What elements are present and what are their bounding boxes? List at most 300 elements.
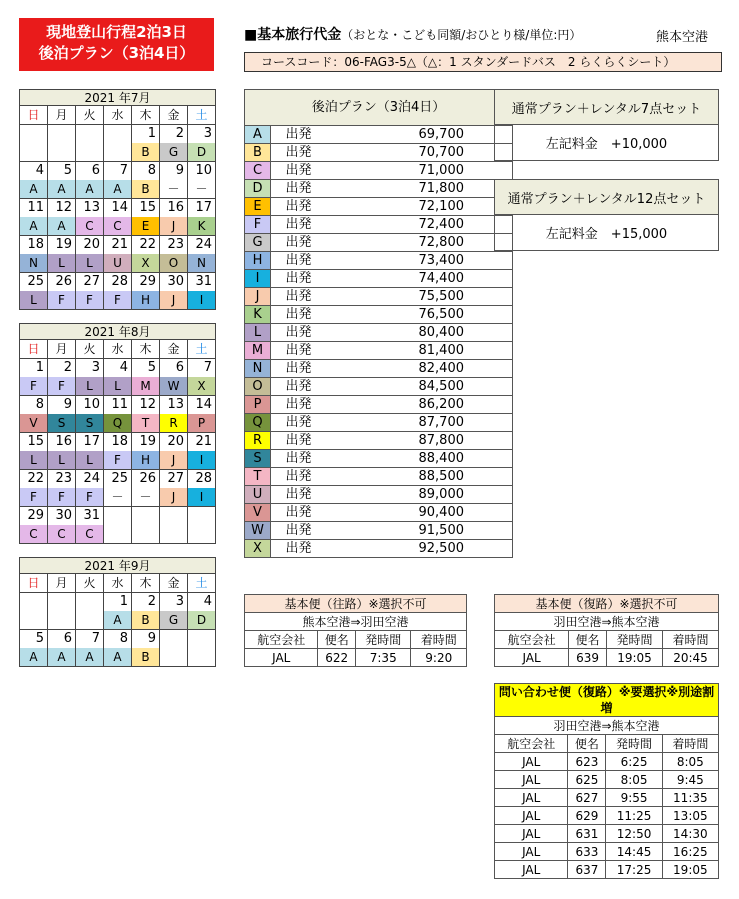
price-code: I xyxy=(245,270,271,288)
weekday-header: 金 xyxy=(160,106,188,125)
flight-cell: 639 xyxy=(569,649,607,667)
flight-column-header: 航空会社 xyxy=(245,631,318,649)
calendar-day: 1 xyxy=(104,593,132,612)
calendar-day-price-code: J xyxy=(160,217,188,236)
calendar-day-price-code: F xyxy=(48,291,76,310)
price-row xyxy=(245,468,513,486)
calendar-day xyxy=(48,593,76,612)
calendar-day-price-code: I xyxy=(188,488,216,507)
calendar-day: 26 xyxy=(132,470,160,489)
rental-option-title: 通常プラン＋レンタル7点セット xyxy=(495,90,719,125)
price-label: 出発 xyxy=(271,234,327,252)
calendar-day-price-code: U xyxy=(104,254,132,273)
calendar-day: 9 xyxy=(132,630,160,649)
calendar-day: 17 xyxy=(76,433,104,452)
price-code: N xyxy=(245,360,271,378)
flight-route: 羽田空港⇒熊本空港 xyxy=(495,613,719,631)
price-label: 出発 xyxy=(271,198,327,216)
weekday-header: 月 xyxy=(48,340,76,359)
flight-row xyxy=(495,789,719,807)
flight-cell: 12:50 xyxy=(606,825,662,843)
calendar-day xyxy=(160,507,188,526)
flight-table-title: 問い合わせ便（復路）※要選択※別途割増 xyxy=(495,684,719,717)
flight-cell: 11:25 xyxy=(606,807,662,825)
flight-column-header: 便名 xyxy=(318,631,356,649)
calendar-month-title: 2021 年7月 xyxy=(20,90,216,106)
price-row xyxy=(245,378,513,396)
calendar-day-price-code: F xyxy=(104,291,132,310)
price-code: L xyxy=(245,324,271,342)
flight-cell: 14:30 xyxy=(662,825,718,843)
rental-option-value: 左記料金 +10,000 xyxy=(495,125,719,161)
calendar-day-price-code: D xyxy=(188,143,216,162)
price-label: 出発 xyxy=(271,414,327,432)
flight-cell: 6:25 xyxy=(606,753,662,771)
price-label: 出発 xyxy=(271,144,327,162)
calendar-day: 6 xyxy=(48,630,76,649)
price-value: 76,500 xyxy=(326,306,513,324)
rental-option-12 xyxy=(494,179,719,251)
weekday-header: 木 xyxy=(132,106,160,125)
calendar-day-price-code: J xyxy=(160,488,188,507)
calendar-day: 8 xyxy=(20,396,48,415)
calendar-day-price-code: S xyxy=(48,414,76,433)
price-code: H xyxy=(245,252,271,270)
price-value: 89,000 xyxy=(326,486,513,504)
calendar-day: 30 xyxy=(48,507,76,526)
calendar-day-price-code: A xyxy=(104,180,132,199)
calendar-day: 25 xyxy=(20,273,48,292)
calendar-day: 2 xyxy=(160,125,188,144)
calendar-day: 10 xyxy=(188,162,216,181)
calendar-day xyxy=(48,125,76,144)
flight-cell: JAL xyxy=(495,789,568,807)
flight-column-header: 発時間 xyxy=(355,631,411,649)
weekday-header: 月 xyxy=(48,574,76,593)
weekday-header: 火 xyxy=(76,340,104,359)
price-row xyxy=(245,504,513,522)
calendar-day-price-code: O xyxy=(160,254,188,273)
calendar-day-price-code: L xyxy=(104,377,132,396)
rental-option-7 xyxy=(494,89,719,161)
price-heading-label: ■基本旅行代金 xyxy=(244,27,342,43)
price-value: 80,400 xyxy=(326,324,513,342)
flight-cell: JAL xyxy=(495,861,568,879)
flight-cell: 20:45 xyxy=(662,649,718,667)
price-label: 出発 xyxy=(271,450,327,468)
calendar-day: 26 xyxy=(48,273,76,292)
price-value: 92,500 xyxy=(326,540,513,558)
calendar-day xyxy=(104,507,132,526)
price-code: K xyxy=(245,306,271,324)
flight-row xyxy=(495,843,719,861)
flight-cell: 9:20 xyxy=(411,649,467,667)
calendar-day-price-code: F xyxy=(20,488,48,507)
flight-cell: 8:05 xyxy=(662,753,718,771)
price-table-header: 後泊プラン（3泊4日） xyxy=(245,90,513,126)
flight-column-header: 着時間 xyxy=(662,735,718,753)
calendar-day-price-code: M xyxy=(132,377,160,396)
flight-row xyxy=(495,807,719,825)
calendar-day-price-code xyxy=(104,143,132,162)
weekday-header: 土 xyxy=(188,340,216,359)
calendar-day: 15 xyxy=(132,199,160,218)
calendar-day-price-code: X xyxy=(188,377,216,396)
flight-column-header: 航空会社 xyxy=(495,631,569,649)
price-row xyxy=(245,234,513,252)
rental-option-value: 左記料金 +15,000 xyxy=(495,215,719,251)
flight-row xyxy=(495,753,719,771)
calendar-day: 31 xyxy=(188,273,216,292)
flight-table-outbound xyxy=(244,594,467,667)
calendar-day: 14 xyxy=(188,396,216,415)
calendar-day-price-code: P xyxy=(188,414,216,433)
calendar-day-price-code: Q xyxy=(104,414,132,433)
price-row xyxy=(245,288,513,306)
calendar-day-price-code xyxy=(76,611,104,630)
calendar-day: 7 xyxy=(104,162,132,181)
calendar-day-price-code: F xyxy=(104,451,132,470)
calendar-day: 16 xyxy=(48,433,76,452)
calendar-day-price-code: L xyxy=(20,451,48,470)
price-row xyxy=(245,522,513,540)
calendar-day: 21 xyxy=(188,433,216,452)
departure-airport: 熊本空港 xyxy=(656,30,709,45)
calendar-day-price-code xyxy=(132,525,160,544)
flight-cell: 629 xyxy=(568,807,606,825)
calendar-day: 13 xyxy=(160,396,188,415)
calendar-day-price-code: B xyxy=(132,648,160,667)
calendar-day-price-code: C xyxy=(104,217,132,236)
flight-cell: 622 xyxy=(318,649,356,667)
flight-cell: 19:05 xyxy=(606,649,662,667)
price-row xyxy=(245,198,513,216)
price-label: 出発 xyxy=(271,522,327,540)
flight-cell: JAL xyxy=(495,753,568,771)
calendar-day: 11 xyxy=(104,396,132,415)
calendar-day xyxy=(76,593,104,612)
price-value: 88,400 xyxy=(326,450,513,468)
calendar-day: 14 xyxy=(104,199,132,218)
calendar-day-price-code: L xyxy=(48,254,76,273)
price-code: T xyxy=(245,468,271,486)
calendar-day xyxy=(104,125,132,144)
flight-column-header: 発時間 xyxy=(606,735,662,753)
calendar-day: 20 xyxy=(160,433,188,452)
calendar-day: 15 xyxy=(20,433,48,452)
calendar-day-price-code: L xyxy=(48,451,76,470)
calendar-day-price-code xyxy=(48,143,76,162)
calendar-day-price-code: I xyxy=(188,451,216,470)
calendar-day: 22 xyxy=(132,236,160,255)
flight-route: 熊本空港⇒羽田空港 xyxy=(245,613,467,631)
calendar-day: 21 xyxy=(104,236,132,255)
flight-cell: 627 xyxy=(568,789,606,807)
price-label: 出発 xyxy=(271,504,327,522)
calendar-day-price-code: F xyxy=(76,488,104,507)
flight-row xyxy=(245,649,467,667)
price-value: 87,700 xyxy=(326,414,513,432)
calendar-july xyxy=(19,89,216,310)
calendar-day xyxy=(188,630,216,649)
price-value: 87,800 xyxy=(326,432,513,450)
price-value: 88,500 xyxy=(326,468,513,486)
price-label: 出発 xyxy=(271,342,327,360)
price-value: 69,700 xyxy=(326,126,513,144)
price-value: 71,000 xyxy=(326,162,513,180)
calendar-day-price-code: － xyxy=(104,488,132,507)
price-label: 出発 xyxy=(271,378,327,396)
price-label: 出発 xyxy=(271,540,327,558)
price-label: 出発 xyxy=(271,396,327,414)
calendar-day: 11 xyxy=(20,199,48,218)
calendar-day: 6 xyxy=(160,359,188,378)
calendar-day-price-code: W xyxy=(160,377,188,396)
calendar-day-price-code: A xyxy=(48,217,76,236)
calendar-day-price-code: A xyxy=(48,648,76,667)
weekday-header: 土 xyxy=(188,106,216,125)
calendar-day-price-code: F xyxy=(76,291,104,310)
calendar-day-price-code: L xyxy=(76,254,104,273)
calendar-day: 8 xyxy=(132,162,160,181)
calendar-day xyxy=(132,507,160,526)
price-label: 出発 xyxy=(271,270,327,288)
weekday-header: 日 xyxy=(20,106,48,125)
calendar-day: 19 xyxy=(132,433,160,452)
calendar-day: 12 xyxy=(132,396,160,415)
price-label: 出発 xyxy=(271,162,327,180)
flight-table-inquiry xyxy=(494,683,719,879)
price-value: 72,800 xyxy=(326,234,513,252)
calendar-day-price-code: L xyxy=(76,451,104,470)
calendar-day-price-code: － xyxy=(188,180,216,199)
calendar-day: 1 xyxy=(132,125,160,144)
calendar-day-price-code: C xyxy=(76,525,104,544)
flight-cell: 7:35 xyxy=(355,649,411,667)
calendar-day: 29 xyxy=(132,273,160,292)
calendar-day-price-code: － xyxy=(160,180,188,199)
price-code: A xyxy=(245,126,271,144)
price-code: M xyxy=(245,342,271,360)
flight-route: 羽田空港⇒熊本空港 xyxy=(495,717,719,735)
price-label: 出発 xyxy=(271,252,327,270)
calendar-day-price-code: A xyxy=(20,180,48,199)
calendar-day: 2 xyxy=(132,593,160,612)
price-row xyxy=(245,162,513,180)
flight-cell: 8:05 xyxy=(606,771,662,789)
calendar-day-price-code xyxy=(160,648,188,667)
price-row xyxy=(245,342,513,360)
course-code: コースコード：06-FAG3-5△（△：1 スタンダードバス 2 らくらくシート） xyxy=(244,52,722,72)
calendar-day-price-code: K xyxy=(188,217,216,236)
price-value: 86,200 xyxy=(326,396,513,414)
price-label: 出発 xyxy=(271,180,327,198)
calendar-day-price-code: H xyxy=(132,291,160,310)
calendar-day-price-code: F xyxy=(48,377,76,396)
price-value: 84,500 xyxy=(326,378,513,396)
price-row xyxy=(245,486,513,504)
flight-cell: JAL xyxy=(495,807,568,825)
calendar-day: 20 xyxy=(76,236,104,255)
price-code: P xyxy=(245,396,271,414)
flight-row xyxy=(495,861,719,879)
weekday-header: 火 xyxy=(76,106,104,125)
weekday-header: 月 xyxy=(48,106,76,125)
calendar-day: 4 xyxy=(104,359,132,378)
price-code: B xyxy=(245,144,271,162)
calendar-day: 23 xyxy=(48,470,76,489)
calendar-day-price-code: G xyxy=(160,611,188,630)
weekday-header: 日 xyxy=(20,340,48,359)
calendar-day: 2 xyxy=(48,359,76,378)
calendar-day-price-code: B xyxy=(132,611,160,630)
calendar-day: 10 xyxy=(76,396,104,415)
calendar-day-price-code: C xyxy=(76,217,104,236)
price-label: 出発 xyxy=(271,216,327,234)
calendar-day: 9 xyxy=(48,396,76,415)
calendar-day: 29 xyxy=(20,507,48,526)
calendar-day-price-code: L xyxy=(20,291,48,310)
flight-cell: JAL xyxy=(245,649,318,667)
calendar-day: 4 xyxy=(20,162,48,181)
price-label: 出発 xyxy=(271,288,327,306)
calendar-month-title: 2021 年9月 xyxy=(20,558,216,574)
calendar-day: 8 xyxy=(104,630,132,649)
calendar-day xyxy=(20,593,48,612)
calendar-day-price-code: B xyxy=(132,143,160,162)
price-row xyxy=(245,126,513,144)
flight-column-header: 着時間 xyxy=(662,631,718,649)
calendar-day-price-code: － xyxy=(132,488,160,507)
calendar-day-price-code: B xyxy=(132,180,160,199)
price-value: 90,400 xyxy=(326,504,513,522)
price-code: V xyxy=(245,504,271,522)
calendar-day: 3 xyxy=(160,593,188,612)
weekday-header: 日 xyxy=(20,574,48,593)
calendar-day-price-code: F xyxy=(20,377,48,396)
price-code: X xyxy=(245,540,271,558)
flight-cell: 9:45 xyxy=(662,771,718,789)
price-code: C xyxy=(245,162,271,180)
calendar-day-price-code: L xyxy=(76,377,104,396)
calendar-day: 30 xyxy=(160,273,188,292)
price-row xyxy=(245,252,513,270)
calendar-day-price-code: R xyxy=(160,414,188,433)
plan-title-box xyxy=(19,18,214,71)
calendar-day: 28 xyxy=(104,273,132,292)
price-code: D xyxy=(245,180,271,198)
calendar-day-price-code: N xyxy=(188,254,216,273)
calendar-month-title: 2021 年8月 xyxy=(20,324,216,340)
flight-column-header: 発時間 xyxy=(606,631,662,649)
calendar-day-price-code xyxy=(48,611,76,630)
flight-cell: 11:35 xyxy=(662,789,718,807)
price-row xyxy=(245,432,513,450)
price-row xyxy=(245,306,513,324)
flight-cell: 9:55 xyxy=(606,789,662,807)
flight-table-title: 基本便（往路）※選択不可 xyxy=(245,595,467,613)
price-code: Q xyxy=(245,414,271,432)
calendar-day: 7 xyxy=(76,630,104,649)
plan-title-line2: 後泊プラン（3泊4日） xyxy=(38,44,195,62)
calendar-day-price-code: J xyxy=(160,451,188,470)
flight-cell: 17:25 xyxy=(606,861,662,879)
calendar-day-price-code: C xyxy=(20,525,48,544)
weekday-header: 金 xyxy=(160,574,188,593)
calendar-day: 1 xyxy=(20,359,48,378)
price-value: 72,400 xyxy=(326,216,513,234)
calendar-day-price-code: G xyxy=(160,143,188,162)
price-value: 72,100 xyxy=(326,198,513,216)
calendar-day-price-code: A xyxy=(48,180,76,199)
price-value: 74,400 xyxy=(326,270,513,288)
calendar-day: 31 xyxy=(76,507,104,526)
calendar-day: 23 xyxy=(160,236,188,255)
calendar-day: 7 xyxy=(188,359,216,378)
calendar-day-price-code: A xyxy=(20,217,48,236)
flight-cell: 637 xyxy=(568,861,606,879)
price-label: 出発 xyxy=(271,306,327,324)
calendar-day: 5 xyxy=(48,162,76,181)
flight-cell: 14:45 xyxy=(606,843,662,861)
price-row xyxy=(245,414,513,432)
price-label: 出発 xyxy=(271,468,327,486)
calendar-day-price-code: A xyxy=(104,648,132,667)
price-label: 出発 xyxy=(271,324,327,342)
price-code: F xyxy=(245,216,271,234)
price-code: W xyxy=(245,522,271,540)
calendar-day-price-code: D xyxy=(188,611,216,630)
weekday-header: 木 xyxy=(132,574,160,593)
flight-column-header: 着時間 xyxy=(411,631,467,649)
calendar-day-price-code: V xyxy=(20,414,48,433)
calendar-day-price-code: A xyxy=(76,648,104,667)
calendar-day: 13 xyxy=(76,199,104,218)
weekday-header: 土 xyxy=(188,574,216,593)
calendar-day-price-code: T xyxy=(132,414,160,433)
flight-row xyxy=(495,649,719,667)
price-row xyxy=(245,324,513,342)
price-code: U xyxy=(245,486,271,504)
price-row xyxy=(245,450,513,468)
calendar-august xyxy=(19,323,216,544)
price-row xyxy=(245,180,513,198)
calendar-day xyxy=(20,125,48,144)
weekday-header: 木 xyxy=(132,340,160,359)
calendar-day: 24 xyxy=(76,470,104,489)
weekday-header: 金 xyxy=(160,340,188,359)
calendar-day xyxy=(188,507,216,526)
calendar-day-price-code: S xyxy=(76,414,104,433)
price-code: S xyxy=(245,450,271,468)
weekday-header: 水 xyxy=(104,106,132,125)
price-row xyxy=(245,270,513,288)
flight-row xyxy=(495,825,719,843)
calendar-day-price-code: A xyxy=(76,180,104,199)
flight-cell: 633 xyxy=(568,843,606,861)
flight-table-title: 基本便（復路）※選択不可 xyxy=(495,595,719,613)
calendar-day: 16 xyxy=(160,199,188,218)
calendar-day: 4 xyxy=(188,593,216,612)
price-value: 82,400 xyxy=(326,360,513,378)
calendar-day-price-code: N xyxy=(20,254,48,273)
calendar-day: 5 xyxy=(20,630,48,649)
price-code: J xyxy=(245,288,271,306)
flight-row xyxy=(495,771,719,789)
calendar-day: 19 xyxy=(48,236,76,255)
price-heading-note: （おとな・こども同額/おひとり様/単位:円） xyxy=(341,28,582,42)
price-label: 出発 xyxy=(271,360,327,378)
